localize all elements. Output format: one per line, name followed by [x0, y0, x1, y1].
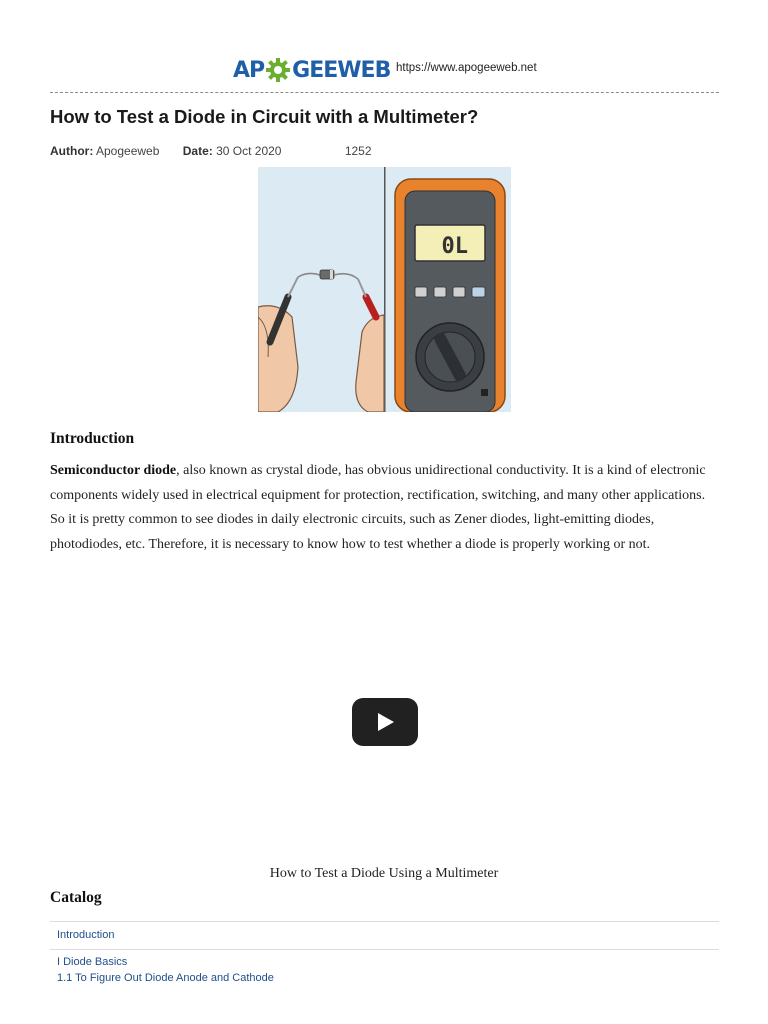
author-label: Author:	[50, 144, 94, 158]
meter-display-text: 0L	[441, 234, 468, 259]
bold-term: Semiconductor diode	[50, 463, 177, 478]
site-url-link[interactable]: https://www.apogeeweb.net	[396, 62, 537, 74]
catalog-link-diode-basics[interactable]: I Diode Basics	[57, 956, 128, 968]
date-label: Date:	[182, 144, 213, 158]
site-header	[0, 52, 768, 88]
video-embed[interactable]	[50, 590, 719, 855]
logo-text-right: GEEWEB	[292, 57, 391, 83]
logo-text-left: AP	[233, 57, 265, 83]
introduction-heading: Introduction	[50, 430, 135, 447]
article-title: How to Test a Diode in Circuit with a Multimeter?	[50, 106, 479, 127]
author-name: Apogeeweb	[96, 144, 160, 158]
gear-icon	[265, 57, 291, 83]
hero-illustration	[258, 167, 511, 412]
catalog-link-anode-cathode[interactable]: 1.1 To Figure Out Diode Anode and Cathode	[57, 972, 274, 984]
intro-text: , also known as crystal diode, has obvious unidirectional conductivity. It is a kind of electronic components widely used in electrical equipment for protection, rectification, switching, and many other applications. So it is pretty common to see diodes in daily electronic circuits, such as Zener diodes, light-emitting diodes, photodiodes, etc. Therefore, it is necessary to know how to test whether a diode is properly working or not.	[50, 463, 706, 552]
catalog-link-introduction[interactable]: Introduction	[57, 929, 115, 941]
introduction-paragraph	[50, 459, 722, 557]
catalog-heading: Catalog	[50, 889, 102, 906]
play-button[interactable]	[352, 698, 418, 746]
catalog-divider	[50, 921, 719, 922]
video-caption: How to Test a Diode Using a Multimeter	[269, 866, 499, 881]
header-divider	[50, 92, 719, 93]
publish-date: 30 Oct 2020	[216, 144, 282, 158]
view-count: 1252	[344, 144, 372, 158]
apogeeweb-logo[interactable]	[233, 56, 390, 84]
catalog-divider	[50, 949, 719, 950]
article-meta	[50, 144, 372, 158]
play-icon	[376, 712, 396, 732]
